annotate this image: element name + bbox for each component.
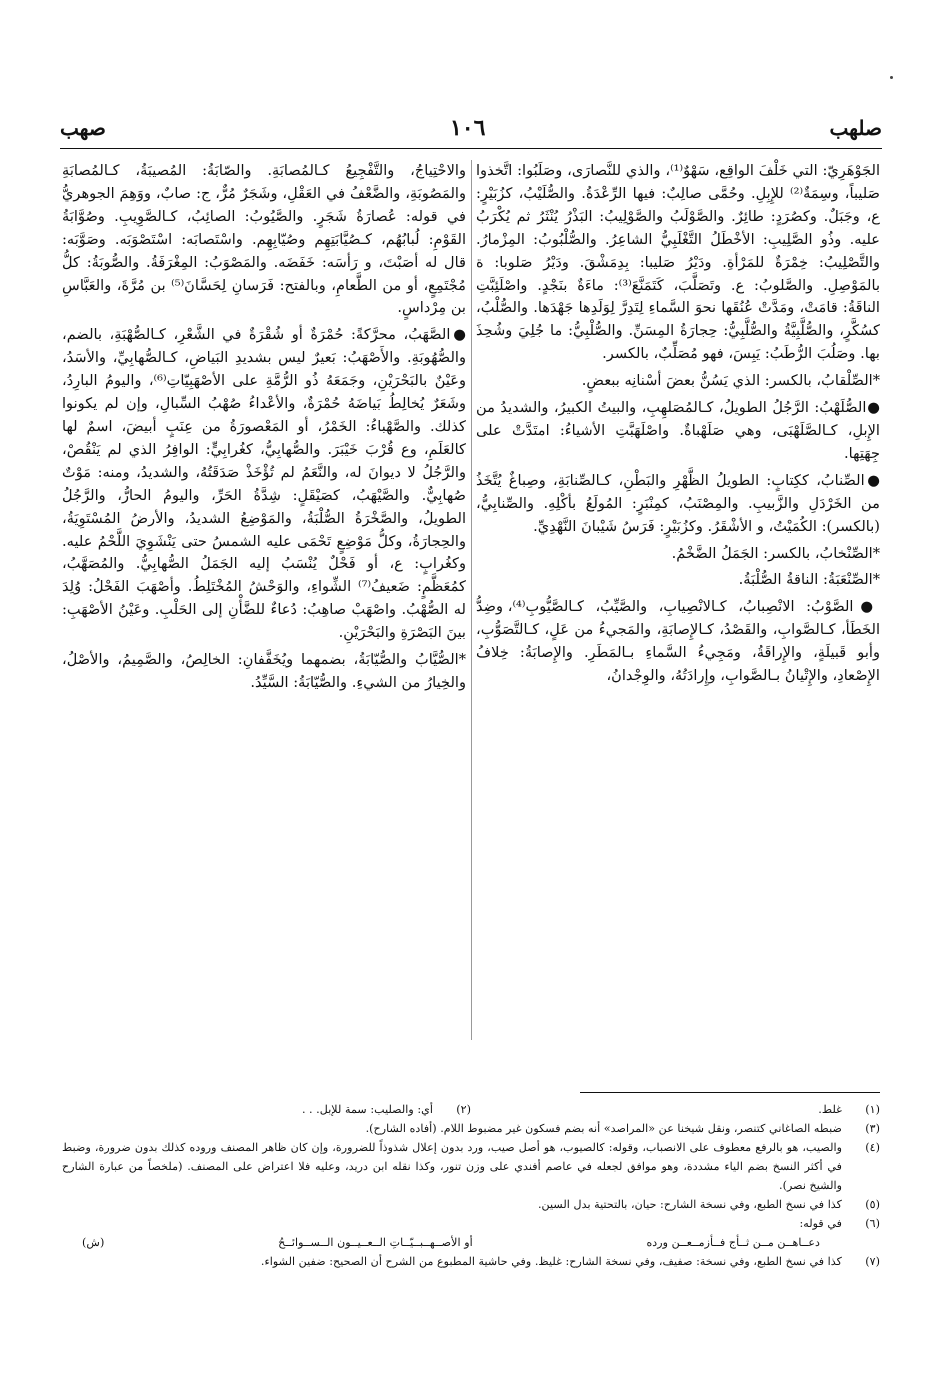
- footnote-2: (٢) أي: والصليب: سمة للإبل. . .: [301, 1103, 471, 1116]
- header-rule: [60, 148, 882, 149]
- left-column: [62, 160, 466, 699]
- entry-paragraph: والاحْتِياجُ، والتَّفْجِيعُ كـالمُصابَةِ. والصّابَةُ: المُصيبَةُ، كـالمُصابَةِ والمَصُوبَةِ، والضَّعْفُ في العَقْلِ، وشَجَرٌ مُرٌّ، ج: صابٌ، ووَهِمَ الجوهريُّ في قوله: عُصارَةُ شَجَرٍ. والصَّيُوبُ: الصائِبُ، كـالصَّوِيبِ. وصُوَّابَةُ القَوْمِ: لُبابُهُم، كـصُيَّابَتِهِم وصُيّابِهِم. واسْتَصابَه: اسْتَصْوَبَه. وصَوَّبَه: قال له أصَبْتَ، و رَأسَه: خَفَضَه. والمَصْوَبُ: المِغْرَفَةُ. والصُّوبَةُ: كلُّ مُجْتَمِعٍ، أو من الطَّعامِ، وبالفتح: فَرَسانِ لِحَسَّانَ⁽⁵⁾ بن مُرَّةَ، والعَبَّاسِ بن مِرْداسٍ.: [62, 162, 466, 317]
- verse-tag: (ش): [82, 1236, 105, 1249]
- footnote-5: (٥) كذا في نسخ الطبع، وفي نسخة الشارح: حيان، بالتحتية بدل السين.: [537, 1198, 880, 1211]
- footnote-6: (٦) في قوله:: [799, 1217, 880, 1230]
- entry-paragraph: *الصِّنْعَبَةُ: الناقةُ الصُّلْبَةُ.: [738, 571, 880, 589]
- footnote-4: (٤) والصيب، هو بالرفع معطوف على الانصباب، وقوله: كالصيوب، هو أصل صيب، ورد بدون إعلال شذوذاً للضرورة، وإن كان ظاهر المصنف وروده كذلك بدون ضرورة، وضبط في أكثر النسخ بضم الياء مشددة، وهو موافق لجعله في عاصم أفندي على وزن تنور، وكذا نقله ابن دريد، وعليه فلا اعتراض على المصنف. (ملخصاً من عبارة الشارح والشيخ نصر).: [62, 1141, 880, 1192]
- entry-paragraph: ●الصِّنابُ، ككِتابٍ: الطويلُ الظَّهْرِ والبَطْنِ، كـالصِّنابَةِ، وصِباغٌ يُتَّخَذُ من الخَرْدَلِ والزَّبيبِ. والمِصْنَبُ، كمِنْبَرٍ: المُولَعُ بأكْلِهِ. والصِّنابِيُّ، (بالكسر): الكُمَيْتُ، و الأشْقَرُ. وكزُبَيْرٍ: فَرَسُ شَيْبانَ النَّهْدِيِّ.: [476, 471, 880, 535]
- footnotes: [62, 1100, 880, 1271]
- footnote-7: (٧) كذا في نسخ الطبع، وفي نسخة: صفيف، وفي نسخة الشارح: غليظ. وفي حاشية المطبوع من الشرح أن الصحيح: ضفين الشواء.: [260, 1255, 880, 1268]
- scan-dot: [890, 76, 893, 79]
- entry-paragraph: ●الصُّلَهْبُ: الرَّجُلُ الطويلُ، كـالمُصَلهِبِ، والبيتُ الكبيرُ، والشديدُ من الإِبلِ، كـالصَّلَهْبَى، وهي صَلَهْباةٌ. واصْلَهَبَّتِ الأشياءُ: امتَدَّتْ على جِهَتِها.: [476, 399, 880, 462]
- footnote-rule: [580, 1092, 880, 1093]
- entry-paragraph: ●الصَّهَبُ، محرَّكةً: حُمْرَةٌ أو شُقْرَةٌ في الشَّعْرِ، كـالصُّهْبَةِ، بالضم، والصُّهُوبَةِ. والأَصْهَبُ: بَعيرٌ ليس بشديدِ البَياضِ، كـالصُّهابِيِّ، والأسَدُ، وعَيْنٌ بالبَحْرَيْنِ، وجَمَعَهُ ذُو الرُّمَّةِ على الأصْهَبِيّاتِ⁽⁶⁾، واليومُ البارِدُ، وشَعَرٌ يُخالِطُ بَياضَهُ حُمْرَةٌ، والأعْداءُ صُهْبُ السِّبالِ، وإن لم يكونوا كذلك. والصَّهْباءُ: الخَمْرُ، أو المَعْصورَةُ من عِنَبٍ أبيضَ، اسمٌ لها كالعَلَمِ، وع قُرْبَ خَيْبَرَ. والصُّهابِيُّ، كغُرابِيٍّ: الوافِرُ الذي لم يَنْقُصْ، والرَّجُلُ لا ديوانَ له، والنَّعَمُ لم تُؤْخَذْ صَدَقَتُهُ، والشديدُ، ومنه: مَوْتٌ صُهابِيٌّ. والصَّيْهَبُ، كصَيْقَلٍ: شِدَّةُ الحَرِّ، واليومُ الحارُّ، والرَّجُلُ الطويلُ، والصَّخْرَةُ الصُّلْبَةُ، والمَوْضِعُ الشديدُ، والأرضُ المُسْتَوِيَةُ، والحِجارَةُ، وكلُّ مَوْضِعٍ تَحْمَى عليه الشمسُ حتى يَنْشَوِيَ اللَّحْمُ عليه. وكغُرابٍ: ع، أو فَحْلٌ يُنْسَبُ إليه الجَمَلُ الصُّهابِيُّ. والمُصَهَّبُ، كمُعَظَّمٍ: ضَعيفُ⁽⁷⁾ الشِّواءِ، والوَحْشُ المُخْتَلِطُ. وأصْهَبَ الفَحْلُ: وُلِدَ له الصُّهْبُ. واصْهَبْ صاهِبُ: دُعاءٌ للضَّأْنِ إلى الحَلْبِ. وعَيْنُ الأصْهَبِ: بينَ البَصْرَةِ والبَحْرَيْنِ.: [62, 326, 466, 642]
- entry-paragraph: *الصِّلْقابُ، بالكسر: الذي يَسُنُّ بعضَ أسْنانِه ببعضٍ.: [581, 372, 880, 390]
- entry-paragraph: ●الصَّوْبُ: الانْصِبابُ، كـالانْصِيابِ، والصَّيِّبُ، كـالصَّيُّوبِ⁽⁴⁾، وضِدُّ الخَطَأ، كـالصَّوابِ، والقَصْدُ، كـالإِصابَةِ، والمَجيءُ من عَلٍ، كـالتَّصَوُّبِ، وأبو قَبيلَةٍ، والإِراقَةُ، ومَجِيءُ السَّماءِ بـالمَطَرِ. والإِصابَةُ: خِلافُ الإِصْعادِ، والإِتْيانُ بـالصَّوابِ، وإِرادَتُهُ، والوِجْدانُ،: [476, 598, 880, 685]
- footnote-3: (٣) ضبطه الصاغاني كتنصر، ونقل شيخنا عن «المراصد» أنه بضم فسكون غير مضبوط اللام. (أفاده الشارح).: [365, 1122, 880, 1135]
- verse-first-hemistich: دعــاهــن مــن ثــأج فــأزمــعــن ورده: [646, 1236, 820, 1249]
- column-divider: [471, 160, 472, 1040]
- footnote-1: (١) غلط.: [818, 1103, 880, 1116]
- right-column: [476, 160, 880, 692]
- header-right-word: صلهب: [829, 116, 882, 140]
- verse-second-hemistich: أو الأصــهــبــيّــاتِ الــعــيــون الــســوائــحُ: [278, 1236, 473, 1249]
- page-header: [60, 108, 882, 148]
- verse-line: [62, 1233, 880, 1252]
- header-left-word: صهب: [60, 116, 106, 140]
- entry-paragraph: الجَوْهَرِيّ: التي خَلْفَ الواقِع، سَهْوٌ⁽¹⁾، والذي للنَّصارَى، وصَلَبُوا: اتَّخذوا صَليباً، وسِمَةٌ⁽²⁾ للإِبِلِ. وحُمَّى صالِبٌ: فيها الرِّعْدَةُ. والصُّلَيْبُ، كزُبَيْرٍ: ع، وجَبَلٌ. وكصُرَدٍ: طائِرٌ. والصَّوْلَبُ والصَّوْلِيبُ: البَذْرُ يُنْثَرُ ثم يُكْرَبُ عليه. وذُو الصَّلِيبِ: الأخْطَلُ التَّغْلَبِيُّ الشاعِرُ. والصُّلْبُوبُ: المِزْمارُ. والتَّصْلِيبُ: خِمْرَةٌ للمَرْأةِ. ودَيْرُ صَليبا: بِدِمَشْقَ. ودَيْرُ صَلوبا: ة بالمَوْصِلِ. والصَّلوبُ: ع. وتَصَلَّبَ، كَتَمَنَّعَ⁽³⁾: ماءَةٌ بنَجْدٍ. واصْلَئِبَّتِ الناقَةُ: قامَتْ، ومَدَّتْ عُنُقَها نحوَ السَّماءِ لِتَدِرَّ لِوَلَدِها جَهْدَها. والصُّلْبُ، كسُكَّرٍ، والصُّلَّبِيَّةُ والصُّلَّبِيُّ: حِجارَةُ المِسَنِّ. والصُّلْبِيُّ: ما جُلِيَ وشُحِذَ بها. وصَلُبَ الرُّطَبُ: يَبِسَ، فهو مُصَلِّبٌ، بالكسر.: [476, 162, 881, 363]
- entry-paragraph: *الصِّنْخابُ، بالكسر: الجَمَلُ الضَّخْمُ.: [671, 544, 880, 562]
- entry-paragraph: *الصُّيَّابُ والصُّيّابَةُ، بضمهما ويُخَفَّفانِ: الخالِصُ، والصَّمِيمُ، والأصْلُ، والخِيارُ من الشيءِ. والصُّيّابَةُ: السَّيِّدُ.: [62, 651, 466, 691]
- page-number: ١٠٦: [449, 115, 486, 141]
- footnote-row: [62, 1100, 880, 1119]
